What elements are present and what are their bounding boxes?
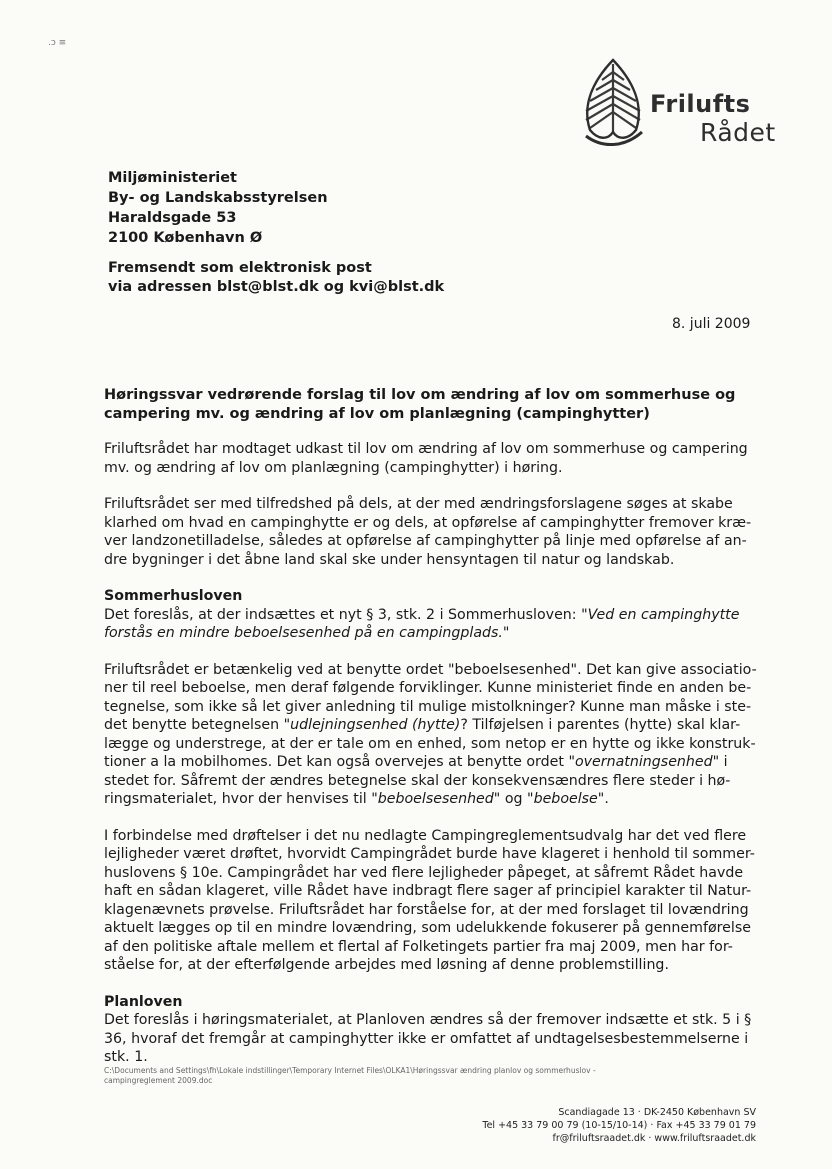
text-line: lejligheder været drøftet, hvorvidt Campingrådet burde have klageret i henhold til sommer- xyxy=(104,846,755,862)
text-line xyxy=(104,790,756,809)
text-span: ringsmaterialet, hvor der henvises til xyxy=(104,791,372,807)
text-line: aktuelt lægges op til en mindre lovændring, som udelukkende fokuserer på gennemførelse xyxy=(104,920,751,936)
text-line xyxy=(104,624,756,643)
sent-note xyxy=(108,259,444,297)
section-planloven xyxy=(104,993,756,1067)
quote-span: forstås en mindre beboelsesenhed på en campingplads." xyxy=(104,625,510,641)
recipient-line: 2100 København Ø xyxy=(108,230,263,246)
contact-web: fr@friluftsraadet.dk · www.friluftsraadet.dk xyxy=(552,1133,756,1144)
text-line: Det foreslås i høringsmaterialet, at Planloven ændres så der fremover indsætte et stk. 5 i § xyxy=(104,1012,752,1028)
text-span: tioner a la mobilhomes. Det kan også overvejes at benytte ordet xyxy=(104,754,569,770)
filepath-line: C:\Documents and Settings\fh\Lokale indstillinger\Temporary Internet Files\OLKA1\Høringssvar ændring planlov og sommerhuslov - xyxy=(104,1066,596,1075)
paragraph-satisfaction xyxy=(104,495,756,569)
quote-span: "overnatningsenhed" xyxy=(568,754,720,770)
text-line: haft en sådan klageret, ville Rådet have indbragt flere sager af principiel karakter til Natur- xyxy=(104,883,752,899)
text-line: 36, hvoraf det fremgår at campinghytter ikke er omfattet af undtagelsesbestemmelserne i xyxy=(104,1030,749,1047)
leaf-emblem-icon xyxy=(580,58,646,150)
text-span: det benytte betegnelsen xyxy=(104,717,284,733)
text-span: i xyxy=(719,754,728,770)
quote-span: "beboelse" xyxy=(527,791,605,807)
contact-phone: Tel +45 33 79 00 79 (10-15/10-14) · Fax +45 33 79 01 79 xyxy=(482,1120,756,1131)
scan-marks: .ɔ ≡ xyxy=(48,38,67,48)
text-line: tegnelse, som ikke så let giver anledning til mulige mistolkninger? Kunne man måske i ste- xyxy=(104,698,752,715)
text-line: Friluftsrådet har modtaget udkast til lov om ændring af lov om sommerhuse og campering xyxy=(104,441,748,457)
contact-address: Scandiagade 13 · DK-2450 København SV xyxy=(558,1107,756,1118)
logo-word-raadet: Rådet xyxy=(700,118,776,147)
footer-contact xyxy=(482,1106,756,1145)
text-line: mv. og ændring af lov om planlægning (campinghytter) i høring. xyxy=(104,459,563,476)
sent-note-line: Fremsendt som elektronisk post xyxy=(108,260,372,276)
subject-line: campering mv. og ændring af lov om planlægning (campinghytter) xyxy=(104,406,650,422)
section-heading: Sommerhusloven xyxy=(104,588,243,604)
paragraph-beboelsesenhed xyxy=(104,661,756,809)
recipient-address xyxy=(108,168,328,248)
paragraph-campingraadet xyxy=(104,827,756,975)
text-line: klarhed om hvad en campinghytte er og dels, at opførelse af campinghytter fremover kræ- xyxy=(104,514,752,531)
text-line: huslovens § 10e. Campingrådet har ved flere lejligheder påpeget, at såfremt Rådet havde xyxy=(104,864,744,881)
filepath-line: campingreglement 2009.doc xyxy=(104,1076,213,1085)
text-line: Friluftsrådet er betænkelig ved at benytte ordet "beboelsesenhed". Det kan give associatio- xyxy=(104,661,757,678)
recipient-line: Haraldsgade 53 xyxy=(108,210,237,226)
sent-note-line: via adressen blst@blst.dk og kvi@blst.dk xyxy=(108,279,445,295)
text-span: og xyxy=(500,791,528,807)
logo-word-frilufts: Frilufts xyxy=(650,90,751,118)
document-filepath xyxy=(104,1066,596,1086)
recipient-line: Miljøministeriet xyxy=(108,170,237,186)
letter-date: 8. juli 2009 xyxy=(672,316,751,332)
text-line xyxy=(104,606,756,625)
quote-span: "Ved en campinghytte xyxy=(581,606,740,623)
friluftsraadet-logo xyxy=(580,56,790,156)
paragraph-intro xyxy=(104,440,756,477)
text-line: I forbindelse med drøftelser i det nu nedlagte Campingreglementsudvalg har det ved flere xyxy=(104,827,747,844)
text-line xyxy=(104,716,756,735)
subject-heading xyxy=(104,386,756,424)
text-line: ståelse for, at der efterfølgende arbejdes med løsning af denne problemstilling. xyxy=(104,957,669,973)
text-span: Det foreslås, at der indsættes et nyt § 3, stk. 2 i Sommerhusloven: xyxy=(104,606,582,623)
text-span: ? Tilføjelsen i parentes (hytte) skal klar- xyxy=(460,717,741,733)
text-line: lægge og understrege, at der er tale om en enhed, som netop er en hytte og ikke konstruk- xyxy=(104,735,756,752)
subject-line: Høringssvar vedrørende forslag til lov om ændring af lov om sommerhuse og xyxy=(104,387,736,403)
text-line: stk. 1. xyxy=(104,1049,148,1065)
text-span: . xyxy=(604,791,609,807)
section-heading: Planloven xyxy=(104,993,183,1010)
text-line: Friluftsrådet ser med tilfredshed på dels, at der med ændringsforslagene søges at skabe xyxy=(104,496,733,512)
text-line: dre bygninger i det åbne land skal ske under hensyntagen til natur og landskab. xyxy=(104,551,675,568)
quote-span: "beboelsesenhed" xyxy=(371,791,501,807)
letter-body xyxy=(104,386,756,1085)
quote-span: "udlejningsenhed (hytte) xyxy=(283,717,461,733)
section-sommerhusloven xyxy=(104,587,756,643)
text-line: ner til reel beboelse, men deraf følgende forviklinger. Kunne ministeriet finde en anden be- xyxy=(104,680,752,696)
text-line: ver landzonetilladelse, således at opførelse af campinghytter på linje med opførelse af an- xyxy=(104,533,747,549)
text-line: klagenævnets prøvelse. Friluftsrådet har forståelse for, at der med forslaget til lovændring xyxy=(104,901,749,918)
text-line: af den politiske aftale mellem et flertal af Folketingets partier fra maj 2009, men har for- xyxy=(104,938,733,955)
recipient-line: By- og Landskabsstyrelsen xyxy=(108,190,328,206)
text-line xyxy=(104,753,756,772)
text-line: stedet for. Såfremt der ændres betegnelse skal der konsekvensændres flere steder i hø- xyxy=(104,772,731,789)
